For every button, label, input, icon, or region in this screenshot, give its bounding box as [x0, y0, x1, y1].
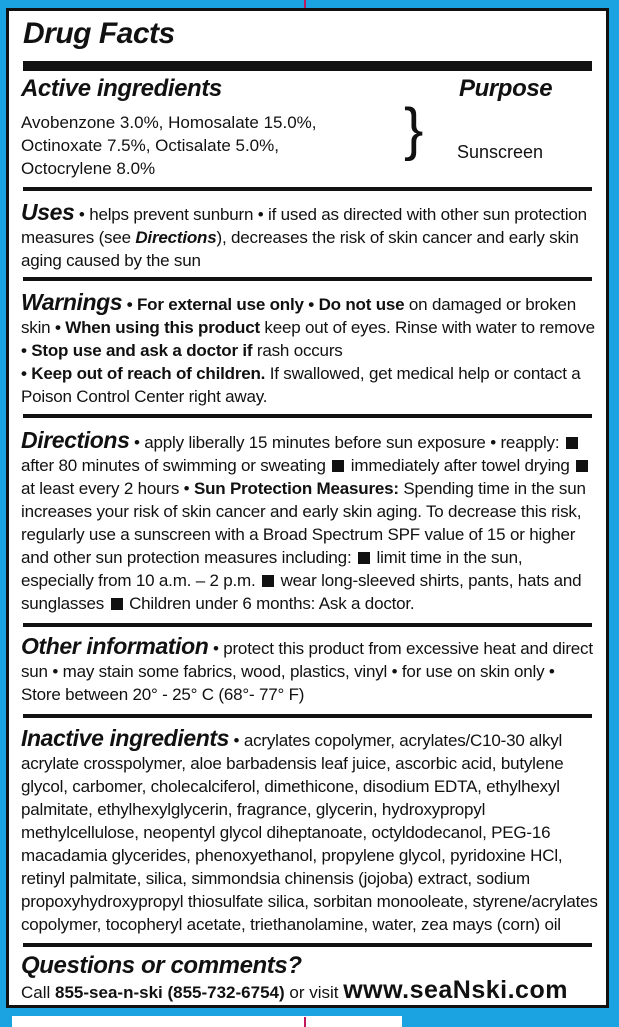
directions-text-6: limit time in the sun, especially from 10 a.m. – 2 p.m. — [21, 548, 523, 590]
rule-other — [23, 714, 592, 718]
bottom-label-strip — [12, 1016, 402, 1027]
other-information-text: • protect this product from excessive heat and direct sun • may stain some fabrics, wood, plastics, vinyl • for use on skin only • Store between 20° - 25° C (68°- 77° F) — [21, 639, 593, 704]
uses-heading: Uses — [21, 199, 75, 225]
drug-facts-title: Drug Facts — [23, 17, 175, 50]
warnings-section — [21, 291, 598, 408]
brace-icon: } — [404, 97, 424, 162]
rule-uses — [23, 277, 592, 281]
warnings-text-1: on damaged or broken skin — [21, 295, 576, 337]
directions-text-7: wear long-sleeved shirts, pants, hats and sunglasses — [21, 571, 582, 613]
uses-text: • helps prevent sunburn • if used as directed with other sun protection measures (see — [21, 205, 587, 247]
active-ingredient-line: Octinoxate 7.5%, Octisalate 5.0%, — [21, 136, 279, 155]
rule-warnings — [23, 414, 592, 418]
warnings-stop-use: • Stop use and ask a doctor if — [21, 341, 253, 360]
website-url: www.seaNski.com — [343, 976, 568, 1004]
uses-text-end: ), decreases the risk of skin cancer and early skin aging caused by the sun — [21, 228, 579, 270]
square-bullet-icon — [576, 460, 588, 472]
rule-active — [23, 187, 592, 191]
active-ingredients-list — [21, 111, 401, 180]
warnings-text-2: keep out of eyes. Rinse with water to remove — [259, 318, 595, 337]
rule-directions — [23, 623, 592, 627]
phone-number: 855-sea-n-ski (855-732-6754) — [55, 983, 285, 1002]
visit-label: or visit — [284, 983, 344, 1002]
drug-facts-panel — [6, 8, 609, 1008]
inactive-ingredients-text: • acrylates copolymer, acrylates/C10-30 alkyl acrylate crosspolymer, aloe barbadensis leaf juice, ascorbic acid, butylene glycol, carbomer, cholecalciferol, dimethicone, disodium EDTA, ethylhexyl palmitate, ethylhexylglycerin, fragrance, glycerin, hydroxypropyl methylcellulose, neopentyl glycol diheptanoate, octyldodecanol, PEG-16 macadamia glycerides, phenoxyethanol, propylene glycol, pyridoxine HCl, retinyl palmitate, silica, simmondsia chinensis (jojoba) extract, sodium propoxyhydroxypropyl thiosulfate silica, sorbitan monooleate, styrene/acrylates copolymer, tocopheryl acetate, triethanolamine, water, zea mays (corn) oil — [21, 731, 598, 934]
sun-protection-measures: Sun Protection Measures: — [193, 479, 399, 498]
uses-section — [21, 201, 598, 272]
purpose-heading: Purpose — [459, 75, 553, 102]
square-bullet-icon — [332, 460, 344, 472]
other-information-heading: Other information — [21, 633, 209, 659]
active-ingredient-line: Octocrylene 8.0% — [21, 159, 156, 178]
warnings-heading: Warnings — [21, 289, 123, 315]
rule-inactive — [23, 943, 592, 947]
other-information-section — [21, 635, 598, 706]
active-ingredients-heading: Active ingredients — [21, 75, 222, 102]
directions-text-5: Spending time in the sun increases your risk of skin cancer and early skin aging. To decrease this risk, regularly use a sunscreen with a Broad Spectrum SPF value of 15 or higher and other sun protection measures including: — [21, 479, 586, 567]
questions-heading: Questions or comments? — [21, 952, 302, 979]
directions-text-1: • apply liberally 15 minutes before sun exposure • reapply: — [129, 433, 564, 452]
square-bullet-icon — [358, 552, 370, 564]
square-bullet-icon — [111, 598, 123, 610]
warnings-text-4: If swallowed, get medical help or contact a Poison Control Center right away. — [21, 364, 581, 406]
rule-title — [23, 61, 592, 71]
call-label: Call — [21, 983, 56, 1002]
purpose-value: Sunscreen — [457, 142, 544, 162]
directions-text-4: at least every 2 hours • — [21, 479, 194, 498]
active-ingredient-line: Avobenzone 3.0%, Homosalate 15.0%, — [21, 113, 317, 132]
directions-heading: Directions — [21, 427, 130, 453]
directions-text-8: Children under 6 months: Ask a doctor. — [124, 594, 415, 613]
inactive-ingredients-heading: Inactive ingredients — [21, 725, 230, 751]
warnings-keep-out: • Keep out of reach of children. — [21, 364, 266, 383]
warnings-text-3: rash occurs — [252, 341, 343, 360]
questions-contact — [21, 976, 568, 1005]
directions-text-2: after 80 minutes of swimming or sweating — [21, 456, 331, 475]
warnings-when-using: • When using this product — [54, 318, 260, 337]
directions-section — [21, 429, 598, 615]
square-bullet-icon — [262, 575, 274, 587]
warnings-external-use: • For external use only • Do not use — [122, 295, 405, 314]
directions-text-3: immediately after towel drying — [346, 456, 575, 475]
directions-reference: Directions — [135, 228, 217, 247]
registration-tick-bottom — [304, 1017, 306, 1027]
square-bullet-icon — [566, 437, 578, 449]
inactive-ingredients-section — [21, 727, 598, 936]
